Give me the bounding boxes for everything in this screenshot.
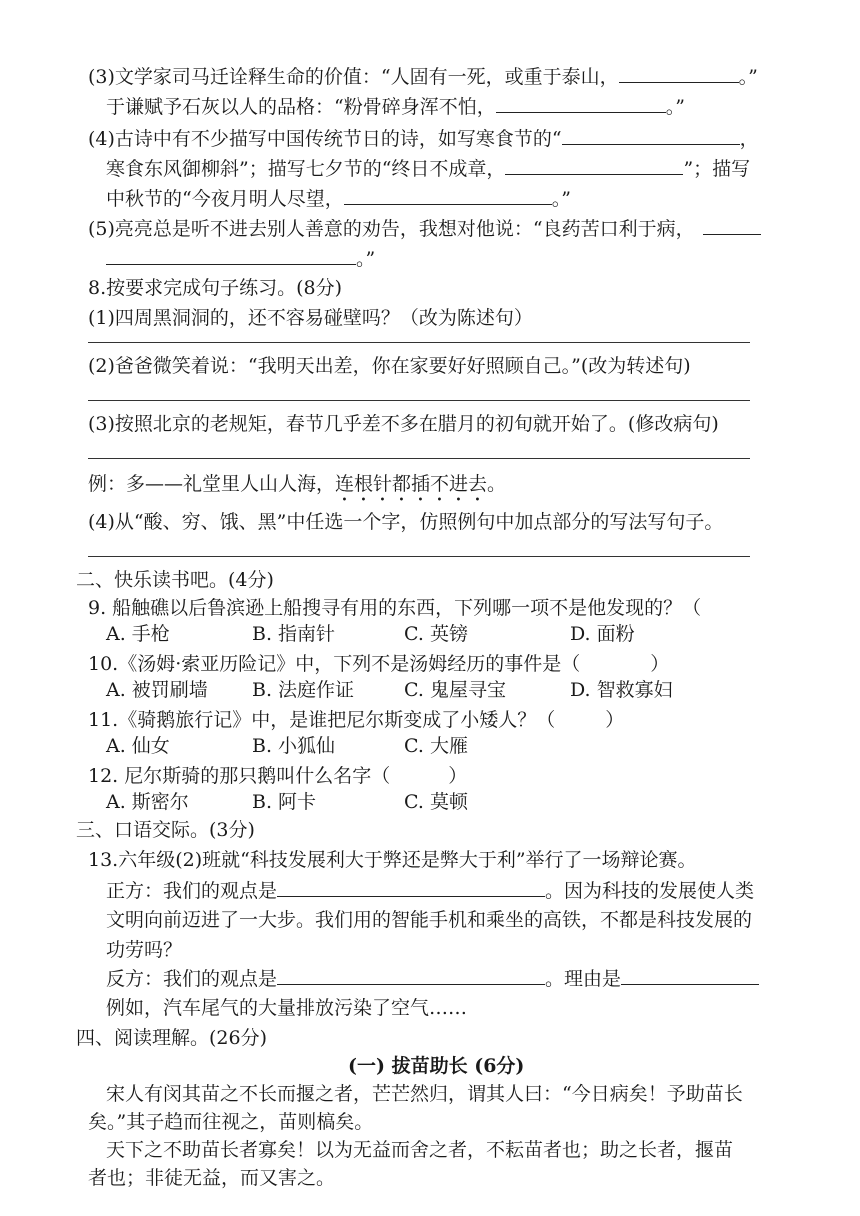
- comma: ，: [739, 128, 759, 150]
- pro-label: 正方：我们的观点是: [106, 880, 278, 902]
- q8-item-1: (1)四周黑洞洞的，还不容易碰壁吗？（改为陈述句）: [88, 307, 533, 329]
- answer-blank[interactable]: [106, 246, 356, 265]
- close-paren: ）: [605, 709, 625, 731]
- q7-item-4-line1: [88, 126, 759, 151]
- answer-line[interactable]: [88, 458, 750, 459]
- q7-item-4-text-c: 中秋节的“今夜月明人尽望，: [106, 188, 344, 210]
- passage-p1-line2: 矣。”其子趋而往视之，苗则槁矣。: [88, 1111, 374, 1133]
- q7-item-3-text: (3)文学家司马迁诠释生命的价值：“人固有一死，或重于泰山，: [88, 66, 619, 88]
- close-paren: ）: [650, 653, 670, 675]
- answer-blank[interactable]: [703, 216, 761, 235]
- q7-item-5-text: (5)亮亮总是听不进去别人善意的劝告，我想对他说：“良药苦口利于病，: [88, 218, 695, 240]
- q13-con-line1: [106, 966, 759, 991]
- con-reason-start: 。理由是: [545, 968, 622, 990]
- q8-item-3: (3)按照北京的老规矩，春节几乎差不多在腊月的初旬就开始了。(修改病句): [88, 413, 719, 435]
- q11-question: 11.《骑鹅旅行记》中，是谁把尼尔斯变成了小矮人？（: [88, 709, 556, 731]
- q8-item-2: (2)爸爸微笑着说：“我明天出差，你在家要好好照顾自己。”(改为转述句): [88, 355, 691, 377]
- q13-con-line2: 例如，汽车尾气的大量排放污染了空气……: [106, 997, 468, 1019]
- q12-option-c[interactable]: C. 莫顿: [404, 791, 468, 813]
- passage-p2-line1: 天下之不助苗长者寡矣！以为无益而舍之者，不耘苗者也；助之长者，揠苗: [106, 1139, 734, 1161]
- q9-options: [0, 622, 860, 646]
- answer-blank[interactable]: [621, 966, 759, 985]
- answer-blank[interactable]: [619, 64, 739, 83]
- q10-option-d[interactable]: D. 智救寡妇: [570, 679, 673, 701]
- q10-text: [88, 652, 669, 676]
- q12-question: 12. 尼尔斯骑的那只鹅叫什么名字（: [88, 765, 391, 787]
- q7-item-4-text-b: 寒食东风御柳斜”；描写七夕节的“终日不成章，: [106, 158, 506, 180]
- example-dotted-text: 连根针都插不进去: [335, 473, 488, 495]
- q11-option-b[interactable]: B. 小狐仙: [252, 735, 336, 757]
- q10-option-b[interactable]: B. 法庭作证: [252, 679, 355, 701]
- q9-option-a[interactable]: A. 手枪: [106, 623, 170, 645]
- q7-item-3-line2: [106, 94, 685, 119]
- q10-options: [0, 678, 860, 702]
- section-4-heading: 四、阅读理解。(26分): [76, 1027, 268, 1049]
- answer-line[interactable]: [88, 342, 750, 343]
- q8-example: [88, 472, 506, 506]
- answer-blank[interactable]: [277, 878, 545, 897]
- q9-option-d[interactable]: D. 面粉: [570, 623, 635, 645]
- closing-quote: 。”: [356, 248, 376, 270]
- q7-item-3-text-b: 于谦赋予石灰以人的品格：“粉骨碎身浑不怕，: [106, 96, 496, 118]
- answer-blank[interactable]: [344, 186, 552, 205]
- q12-option-b[interactable]: B. 阿卡: [252, 791, 317, 813]
- close-paren: ）: [448, 765, 468, 787]
- q13-text: 13.六年级(2)班就“科技发展利大于弊还是弊大于利”举行了一场辩论赛。: [88, 849, 697, 871]
- q11-text: [88, 708, 624, 732]
- q10-question: 10.《汤姆·索亚历险记》中，下列不是汤姆经历的事件是（: [88, 653, 581, 675]
- passage-p1-line1: 宋人有闵其苗之不长而揠之者，芒芒然归，谓其人曰：“今日病矣！予助苗长: [106, 1083, 743, 1105]
- passage-title: (一) 拔苗助长 (6分): [348, 1055, 525, 1077]
- closing-quote: 。”: [738, 66, 758, 88]
- answer-line[interactable]: [88, 400, 750, 401]
- period: 。: [487, 473, 507, 495]
- q8-item-4: (4)从“酸、穷、饿、黑”中任选一个字，仿照例句中加点部分的写法写句子。: [88, 511, 724, 533]
- q12-text: [88, 764, 467, 788]
- q11-option-a[interactable]: A. 仙女: [106, 735, 170, 757]
- con-label: 反方：我们的观点是: [106, 968, 278, 990]
- answer-blank[interactable]: [562, 126, 740, 145]
- q7-item-3-line1: [88, 64, 758, 89]
- q13-pro-line3: 功劳吗？: [106, 939, 183, 961]
- answer-line[interactable]: [88, 556, 750, 557]
- answer-blank[interactable]: [505, 156, 683, 175]
- q7-item-5-line2: [106, 246, 375, 271]
- q7-item-5-line1: [88, 216, 761, 241]
- section-3-heading: 三、口语交际。(3分): [76, 819, 255, 841]
- closing-quote: 。”: [551, 188, 571, 210]
- pro-reason-start: 。因为科技的发展使人类: [545, 880, 755, 902]
- q9-option-c[interactable]: C. 英镑: [404, 623, 468, 645]
- q11-options: [0, 734, 860, 758]
- q13-pro-line2: 文明向前迈进了一大步。我们用的智能手机和乘坐的高铁，不都是科技发展的: [106, 909, 753, 931]
- q7-item-4-text-b-end: ”；描写: [683, 158, 751, 180]
- example-text: 例：多——礼堂里人山人海，: [88, 473, 336, 495]
- q13-pro-line1: [106, 878, 754, 903]
- section-2-heading: 二、快乐读书吧。(4分): [76, 569, 274, 591]
- q12-options: [0, 790, 860, 814]
- q7-item-4-line2: [106, 156, 750, 181]
- q10-option-a[interactable]: A. 被罚刷墙: [106, 679, 208, 701]
- q8-heading: 8.按要求完成句子练习。(8分): [88, 277, 343, 299]
- q9-option-b[interactable]: B. 指南针: [252, 623, 336, 645]
- q9-text: 9. 船触礁以后鲁滨逊上船搜寻有用的东西，下列哪一项不是他发现的？（: [88, 597, 702, 619]
- closing-quote: 。”: [665, 96, 685, 118]
- q10-option-c[interactable]: C. 鬼屋寻宝: [404, 679, 506, 701]
- passage-p2-line2: 者也；非徒无益，而又害之。: [88, 1167, 336, 1189]
- q11-option-c[interactable]: C. 大雁: [404, 735, 468, 757]
- answer-blank[interactable]: [496, 94, 666, 113]
- answer-blank[interactable]: [277, 966, 545, 985]
- q7-item-4-line3: [106, 186, 571, 211]
- q12-option-a[interactable]: A. 斯密尔: [106, 791, 189, 813]
- q7-item-4-text: (4)古诗中有不少描写中国传统节日的诗，如写寒食节的“: [88, 128, 562, 150]
